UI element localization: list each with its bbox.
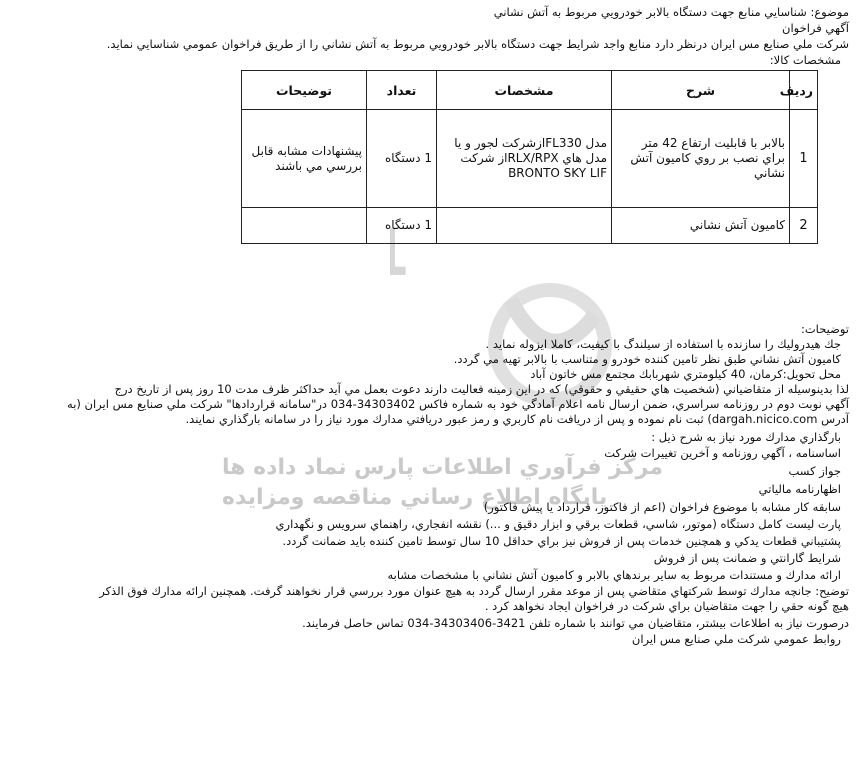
note-line: كاميون آتش نشاني طبق نظر تامين كننده خودرو و متناسب با بالابر تهيه مي گردد. bbox=[453, 352, 841, 366]
header-qty: تعداد bbox=[367, 71, 437, 110]
header-row-no: رديف bbox=[790, 71, 818, 110]
doc-list-item: ارائه مدارك و مستندات مربوط به ساير برندهاي بالابر و كاميون آتش نشاني با مشخصات مشابه bbox=[387, 568, 841, 582]
note-line: بارگذاري مدارك مورد نياز به شرح ذيل : bbox=[651, 430, 841, 444]
note-line: آگهي نوبت دوم در روزنامه سراسري، ضمن ارسال نامه اعلام آمادگي خود به شماره فاكس 34303402-034 در"سامانه قراردادها" شركت ملي صنايع مس ايران (به bbox=[67, 397, 849, 411]
note-line: آدرس dargah.nicico.com) ثبت نام نموده و پس از دريافت نام كاربري و رمز عبور دريافتي مدارك مورد نياز را در سامانه بارگذاري نمايند. bbox=[185, 412, 849, 426]
header-specs: مشخصات bbox=[437, 71, 612, 110]
note-line: محل تحويل:كرمان، 40 كيلومتري شهربابك مجتمع مس خاتون آباد bbox=[530, 367, 841, 381]
watermark-line-1: مركز فرآوري اطلاعات پارس نماد داده ها bbox=[222, 455, 663, 480]
cell-specs: مدل FL330ازشركت لجور و يا مدل هاي RLX/RPXاز شركت BRONTO SKY LIF bbox=[437, 110, 612, 208]
specs-title: مشخصات كالا: bbox=[769, 53, 841, 67]
cell-qty: 1 دستگاه bbox=[367, 208, 437, 244]
doc-list-item: جواز كسب bbox=[788, 464, 841, 478]
cell-specs bbox=[437, 208, 612, 244]
intro-paragraph: شركت ملي صنايع مس ايران درنظر دارد منابع واجد شرايط جهت دستگاه بالابر خودرويي مربوط به آتش نشاني را از طريق فراخوان عمومي شناسايي نمايد. bbox=[106, 37, 849, 51]
doc-list-item: شرايط گارانتي و ضمانت پس از فروش bbox=[653, 551, 841, 565]
doc-list-item: پارت ليست كامل دستگاه (موتور، شاسي، قطعات برقي و ابزار دقيق و ...) نقشه انفجاري، راهنماي سرويس و نگهداري bbox=[275, 517, 841, 531]
subject-line: موضوع: شناسايي منابع جهت دستگاه بالابر خودرويي مربوط به آتش نشاني bbox=[493, 5, 849, 19]
header-notes: توضيحات bbox=[242, 71, 367, 110]
watermark-line-2: پايگاه اطلاع رساني مناقصه ومزايده bbox=[222, 485, 608, 510]
cell-row-no: 2 bbox=[790, 208, 818, 244]
notes-title: توضيحات: bbox=[800, 322, 849, 336]
cell-notes: پيشنهادات مشابه قابل بررسي مي باشند bbox=[242, 110, 367, 208]
table-row bbox=[242, 208, 818, 244]
header-description: شرح bbox=[612, 71, 790, 110]
note-line: لذا بدينوسيله از متقاضياني (شخصيت هاي حقيقي و حقوقي) كه در اين زمينه فعاليت دارند دعوت بعمل مي آيد حداكثر ظرف مدت 10 روز پس از تاريخ درج bbox=[114, 382, 849, 396]
cell-row-no: 1 bbox=[790, 110, 818, 208]
cell-description: كاميون آتش نشاني bbox=[612, 208, 790, 244]
cell-qty: 1 دستگاه bbox=[367, 110, 437, 208]
doc-list-item: سابقه كار مشابه با موضوع فراخوان (اعم از فاكتور، قرارداد يا پيش فاكتور) bbox=[483, 500, 841, 514]
contact-line: درصورت نياز به اطلاعات بيشتر، متقاضيان مي توانند با شماره تلفن 3421-34303406-034 تماس حاصل فرمايند. bbox=[302, 616, 849, 630]
doc-list-item: اظهارنامه مالياتي bbox=[758, 482, 841, 496]
announcement-title: آگهي فراخوان bbox=[782, 21, 849, 35]
cell-description: بالابر با قابليت ارتفاع 42 متر براي نصب بر روي كاميون آتش نشاني bbox=[612, 110, 790, 208]
table-header-row bbox=[242, 71, 818, 110]
table-row bbox=[242, 110, 818, 208]
signature-line: روابط عمومي شركت ملي صنايع مس ايران bbox=[631, 632, 841, 646]
doc-list-item: پشتيباني قطعات يدكي و همچنين خدمات پس از فروش نيز براي حداقل 10 سال توسط تامين كننده بايد ضمانت گردد. bbox=[282, 534, 841, 548]
items-table bbox=[241, 70, 818, 244]
doc-list-item: اساسنامه ، آگهي روزنامه و آخرين تغييرات شركت bbox=[604, 446, 841, 460]
note-line: جك هيدروليك را سازنده با استفاده از سيلندگ با كيفيت، كاملا ايزوله نمايد . bbox=[485, 337, 841, 351]
note-line: توضيح: جانچه مدارك توسط شركتهاي متقاضي پس از موعد مقرر ارسال گردد به هيچ عنوان مورد بررسي قرار نخواهند گرفت. همچنين ارائه مدارك فوق الذكر bbox=[99, 584, 849, 598]
note-line: هيچ گونه حقي را جهت متقاضيان براي شركت در فراخوان ايجاد نخواهد كرد . bbox=[484, 599, 849, 613]
cell-notes bbox=[242, 208, 367, 244]
